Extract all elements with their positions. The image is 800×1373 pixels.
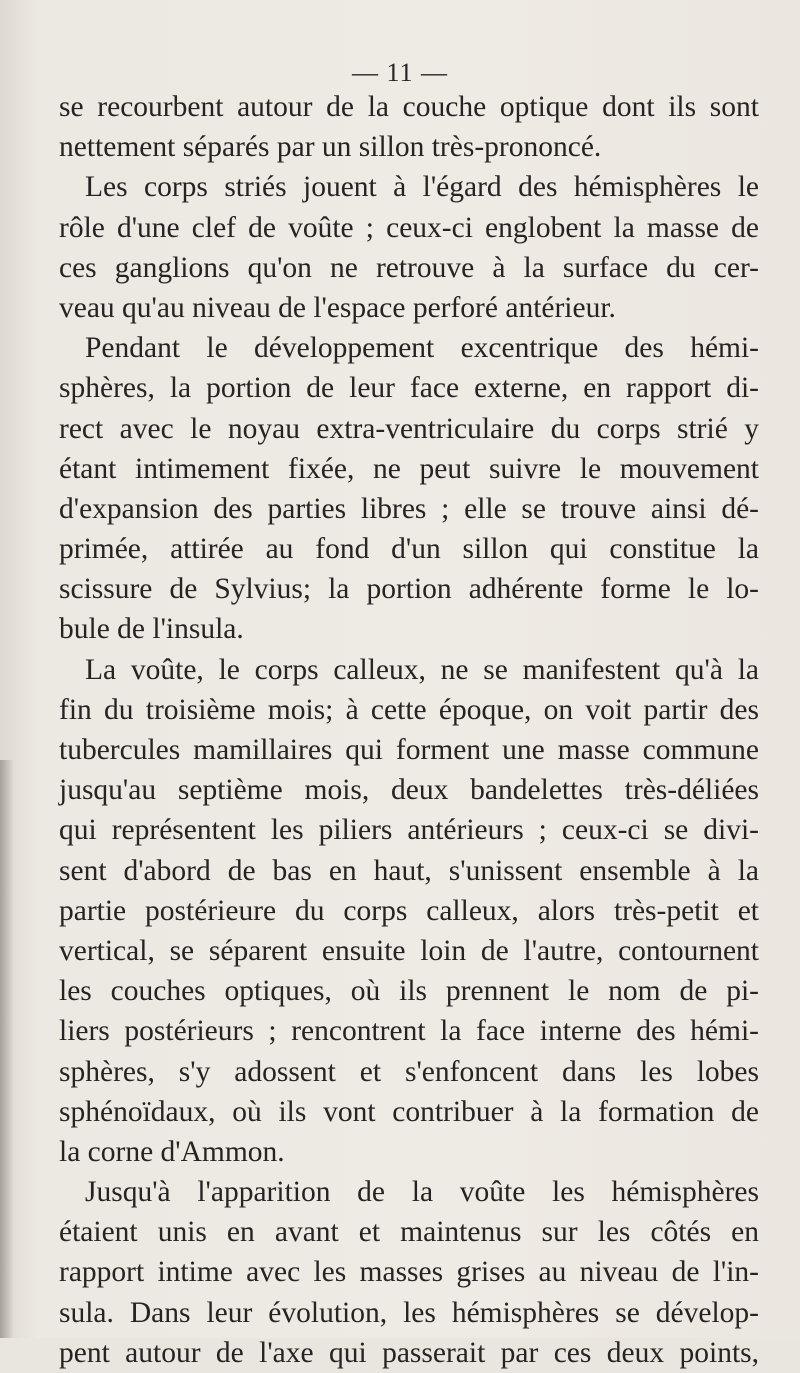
paragraph-first-line: Pendant le développement excentrique des hémi- <box>85 332 759 365</box>
text-line: vertical, se séparent ensuite loin de l'autre, contournent <box>59 934 759 967</box>
binding-shadow <box>0 760 14 1338</box>
text-line: jusqu'au septième mois, deux bandelettes très-déliées <box>59 774 759 807</box>
text-line: étaient unis en avant et maintenus sur les côtés en <box>59 1216 759 1249</box>
paragraph-first-line: Les corps striés jouent à l'égard des hémisphères le <box>85 171 759 204</box>
text-line: tubercules mamillaires qui forment une masse commune <box>59 734 759 766</box>
text-line: sent d'abord de bas en haut, s'unissent ensemble à la <box>59 854 759 887</box>
text-line: ces ganglions qu'on ne retrouve à la surface du cer- <box>59 251 759 284</box>
text-line: sphères, la portion de leur face externe, en rapport di- <box>59 372 759 405</box>
body-text <box>59 87 759 1373</box>
paragraph-first-line: La voûte, le corps calleux, ne se manifestent qu'à la <box>85 653 759 686</box>
paragraph-first-line: Jusqu'à l'apparition de la voûte les hémisphères <box>85 1176 759 1209</box>
text-line: scissure de Sylvius; la portion adhérente forme le lo- <box>59 573 759 606</box>
text-line: étant intimement fixée, ne peut suivre le mouvement <box>59 452 759 485</box>
text-line: nettement séparés par un sillon très-prononcé. <box>59 131 602 164</box>
text-line: rapport intime avec les masses grises au niveau de l'in- <box>59 1256 759 1289</box>
text-line: pent autour de l'axe qui passerait par ces deux points, <box>59 1336 759 1369</box>
text-line: les couches optiques, où ils prennent le nom de pi- <box>59 975 759 1008</box>
text-line: liers postérieurs ; rencontrent la face interne des hémi- <box>59 1015 759 1048</box>
text-line: partie postérieure du corps calleux, alors très-petit et <box>59 894 759 927</box>
text-line: sula. Dans leur évolution, les hémisphères se dévelop- <box>59 1296 759 1329</box>
text-line: bule de l'insula. <box>59 613 244 646</box>
text-line: veau qu'au niveau de l'espace perforé antérieur. <box>59 291 616 324</box>
text-line: se recourbent autour de la couche optique dont ils sont <box>59 91 759 123</box>
text-line: sphénoïdaux, où ils vont contribuer à la formation de <box>59 1095 759 1128</box>
page-number: — 11 — <box>351 58 449 87</box>
text-line: qui représentent les piliers antérieurs ; ceux-ci se divi- <box>59 814 759 847</box>
text-line: primée, attirée au fond d'un sillon qui constitue la <box>59 533 759 566</box>
text-line: rôle d'une clef de voûte ; ceux-ci englobent la masse de <box>59 211 759 244</box>
text-line: rect avec le noyau extra-ventriculaire du corps strié y <box>59 412 759 445</box>
text-line: d'expansion des parties libres ; elle se trouve ainsi dé- <box>59 492 759 525</box>
text-line: sphères, s'y adossent et s'enfoncent dans les lobes <box>59 1055 759 1088</box>
text-line: la corne d'Ammon. <box>59 1135 285 1168</box>
text-line: fin du troisième mois; à cette époque, on voit partir des <box>59 693 759 726</box>
